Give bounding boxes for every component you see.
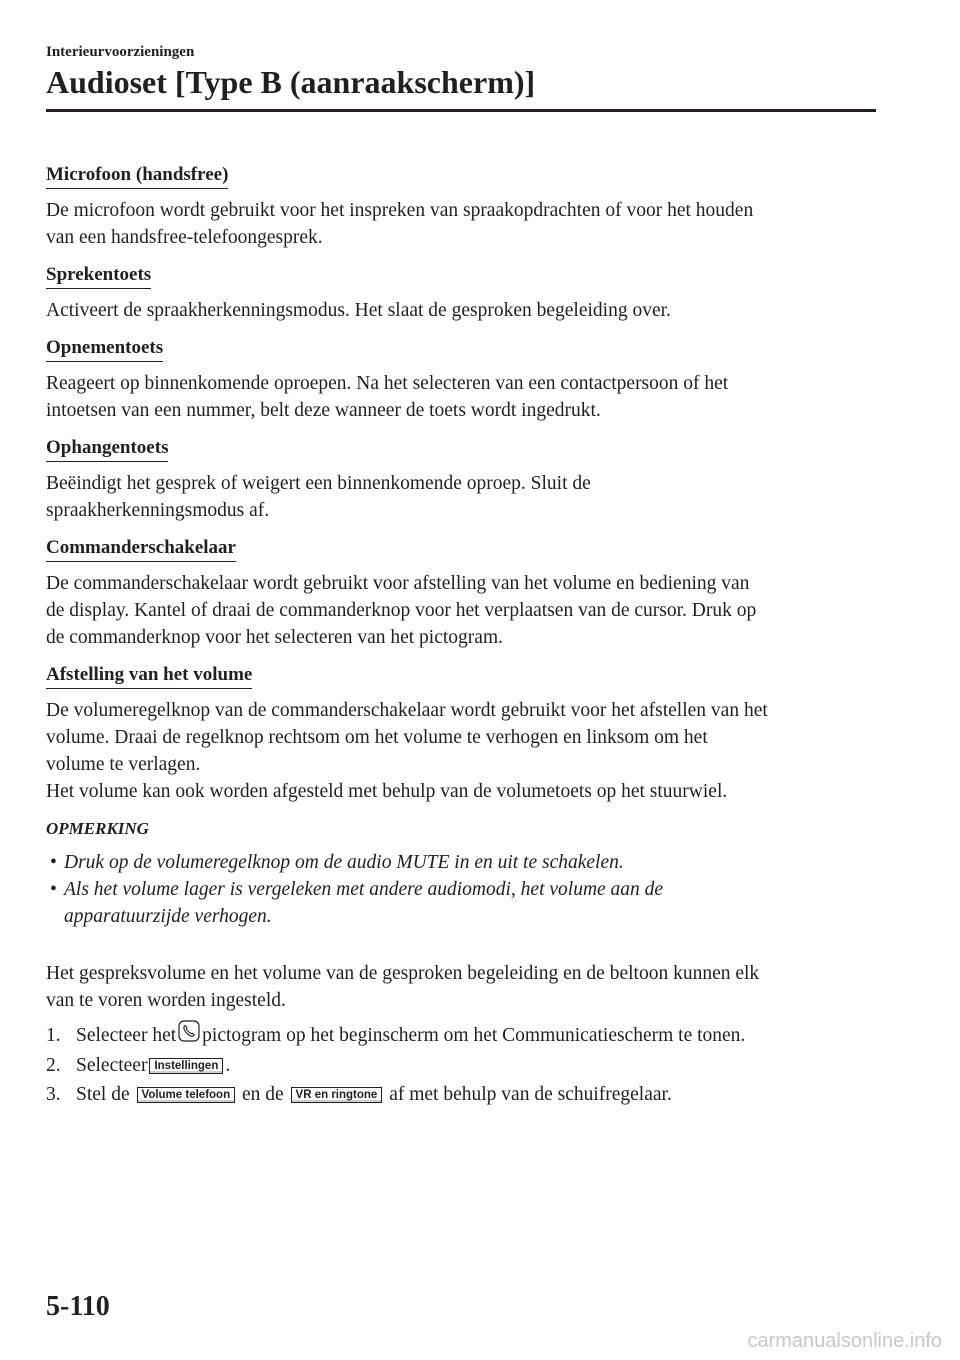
- section-heading: Microfoon (handsfree): [46, 163, 228, 189]
- paragraph-line: volume te verlagen.: [46, 754, 201, 775]
- section-sprekentoets: [46, 263, 876, 324]
- paragraph-line: van te voren worden ingesteld.: [46, 990, 286, 1011]
- volume-telefoon-button[interactable]: Volume telefoon: [137, 1087, 236, 1103]
- step-item: 3. Stel de Volume telefoon en de VR en ringtone af met behulp van de schuifregelaar.: [46, 1084, 672, 1105]
- note-item: • Als het volume lager is vergeleken met andere audiomodi, het volume aan de apparatuurzijde verhogen.: [46, 876, 876, 930]
- paragraph-line: Activeert de spraakherkenningsmodus. Het slaat de gesproken begeleiding over.: [46, 300, 671, 321]
- paragraph-line: Het gespreksvolume en het volume van de gesproken begeleiding en de beltoon kunnen elk: [46, 963, 760, 984]
- section-heading: Afstelling van het volume: [46, 663, 252, 689]
- section-heading: Sprekentoets: [46, 263, 151, 289]
- note-item: • Druk op de volumeregelknop om de audio MUTE in en uit te schakelen.: [46, 849, 876, 876]
- paragraph-line: volume. Draai de regelknop rechtsom om het volume te verhogen en linksom om het: [46, 727, 708, 748]
- section-commanderschakelaar: [46, 536, 876, 651]
- paragraph-line: De commanderschakelaar wordt gebruikt voor afstelling van het volume en bediening van: [46, 573, 750, 594]
- section-microfoon: [46, 163, 876, 251]
- page-title: Audioset [Type B (aanraakscherm)]: [46, 64, 536, 100]
- paragraph-line: intoetsen van een nummer, belt deze wanneer de toets wordt ingedrukt.: [46, 400, 601, 421]
- paragraph-line: De volumeregelknop van de commanderschakelaar wordt gebruikt voor het afstellen van het: [46, 700, 768, 721]
- page-number: 5-110: [46, 1291, 110, 1322]
- paragraph-line: van een handsfree-telefoongesprek.: [46, 227, 323, 248]
- note-list: [46, 849, 876, 930]
- section-volume: [46, 663, 876, 805]
- title-rule: [46, 109, 876, 112]
- watermark: carmanualsonline.info: [747, 1330, 942, 1352]
- paragraph-line: Beëindigt het gesprek of weigert een binnenkomende oproep. Sluit de: [46, 473, 591, 494]
- note-box: [46, 819, 876, 930]
- section-label: Interieurvoorzieningen: [46, 44, 195, 60]
- paragraph-line: de display. Kantel of draai de commanderknop voor het verplaatsen van de cursor. Druk op: [46, 600, 757, 621]
- steps-list: [46, 1020, 876, 1109]
- bullet-icon: •: [50, 879, 57, 900]
- paragraph-line: De microfoon wordt gebruikt voor het inspreken van spraakopdrachten of voor het houden: [46, 200, 754, 221]
- section-heading: Opnementoets: [46, 336, 163, 362]
- paragraph-line: Het volume kan ook worden afgesteld met behulp van de volumetoets op het stuurwiel.: [46, 781, 728, 802]
- content: [46, 163, 876, 1109]
- paragraph-line: spraakherkenningsmodus af.: [46, 500, 270, 521]
- paragraph-line: Reageert op binnenkomende oproepen. Na het selecteren van een contactpersoon of het: [46, 373, 729, 394]
- section-heading: Ophangentoets: [46, 436, 168, 462]
- instellingen-button[interactable]: Instellingen: [149, 1058, 223, 1074]
- phone-icon: [178, 1020, 200, 1051]
- step-item: 2. Selecteer Instellingen .: [46, 1055, 231, 1076]
- section-heading: Commanderschakelaar: [46, 536, 236, 562]
- bullet-icon: •: [50, 852, 57, 873]
- paragraph-line: de commanderknop voor het selecteren van het pictogram.: [46, 627, 503, 648]
- section-ophangentoets: [46, 436, 876, 524]
- closing-section: [46, 960, 876, 1109]
- section-opnementoets: [46, 336, 876, 424]
- note-title: OPMERKING: [46, 819, 149, 838]
- vr-en-ringtone-button[interactable]: VR en ringtone: [291, 1087, 383, 1103]
- step-item: 1. Selecteer het pictogram op het beginscherm om het Communicatiescherm te tonen.: [46, 1020, 876, 1051]
